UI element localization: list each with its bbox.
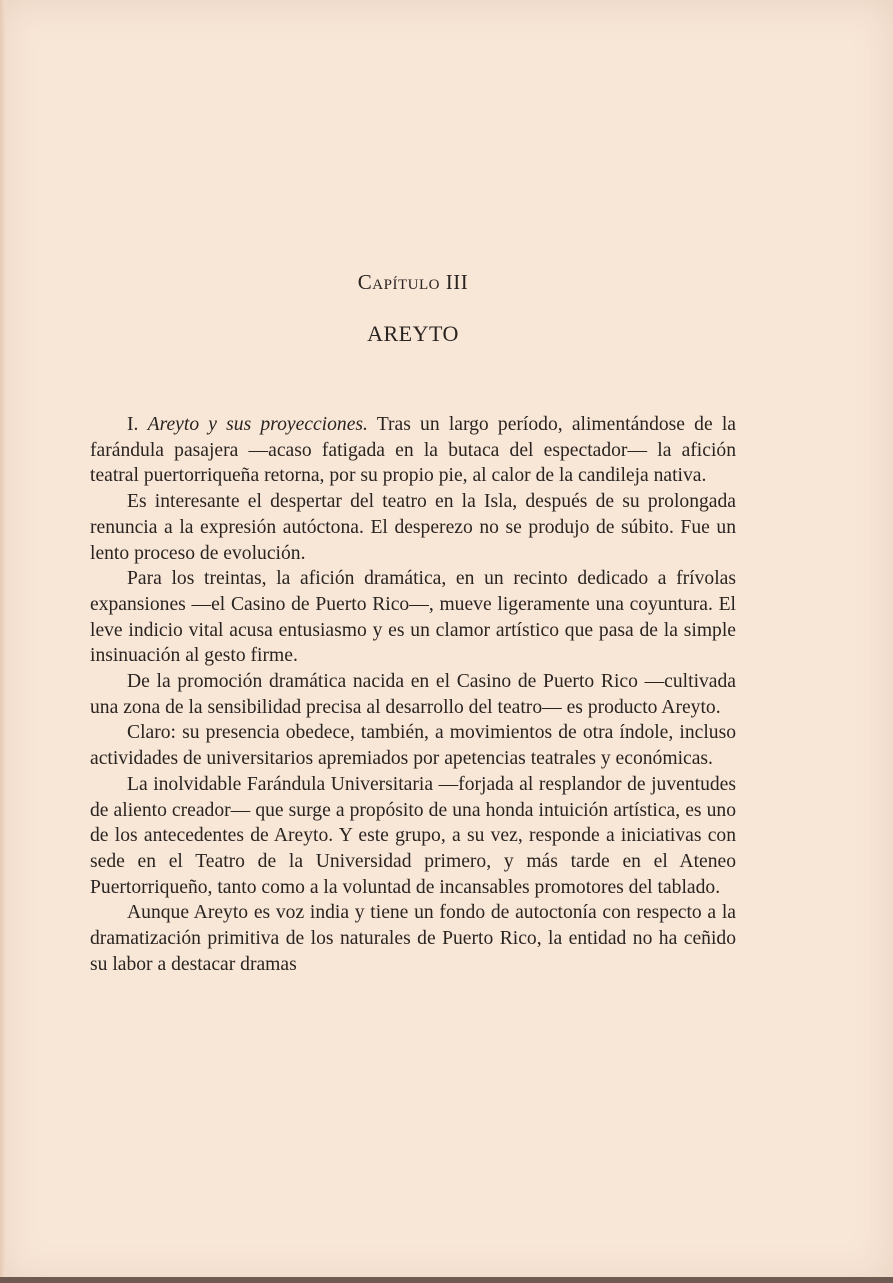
paragraph: Claro: su presencia obedece, también, a movimientos de otra índole, incluso actividades de universitarios apremiados por apetencias teatrales y económicas. <box>90 722 736 770</box>
paragraph <box>90 412 736 489</box>
paragraph: Para los treintas, la afición dramática, en un recinto dedicado a frívolas expansiones —el Casino de Puerto Rico—, mueve ligeramente una coyuntura. El leve indicio vital acusa entusiasmo y es un clamor artístico que pasa de la simple insinuación al gesto firme. <box>90 568 736 667</box>
section-number: I. <box>127 414 148 435</box>
page-left-edge <box>0 0 6 1283</box>
section-heading: Areyto y sus proyecciones. <box>147 414 368 435</box>
chapter-label <box>0 270 826 295</box>
paragraph: La inolvidable Farándula Universitaria —forjada al resplandor de juventudes de aliento creador— que surge a propósito de una honda intuición artística, es uno de los antecedentes de Areyto. Y este grupo, a su vez, responde a iniciativas con sede en el Teatro de la Universidad primero, y más tarde en el Ateneo Puertorriqueño, tanto como a la voluntad de incansables promotores del tablado. <box>90 773 736 898</box>
paragraph-text: Tras un largo período, alimentándose de la farándula pasajera —acaso fatigada en la butaca del espectador— la afición teatral puertorriqueña retorna, por su propio pie, al calor de la candileja nativa. <box>90 414 736 487</box>
page-bottom-edge <box>0 1277 893 1283</box>
paragraph: De la promoción dramática nacida en el Casino de Puerto Rico —cultivada una zona de la sensibilidad precisa al desarrollo del teatro— es producto Areyto. <box>90 671 736 718</box>
chapter-title: AREYTO <box>367 321 459 346</box>
chapter-number: III <box>445 270 469 294</box>
chapter-word: Capítulo <box>357 270 440 294</box>
paragraph: Es interesante el despertar del teatro en la Isla, después de su prolongada renuncia a la expresión autóctona. El desperezo no se produjo de súbito. Fue un lento proceso de evolución. <box>90 491 736 564</box>
body-text <box>90 412 736 977</box>
paragraph: Aunque Areyto es voz india y tiene un fondo de autoctonía con respecto a la dramatización primitiva de los naturales de Puerto Rico, la entidad no ha ceñido su labor a destacar dramas <box>90 902 736 975</box>
